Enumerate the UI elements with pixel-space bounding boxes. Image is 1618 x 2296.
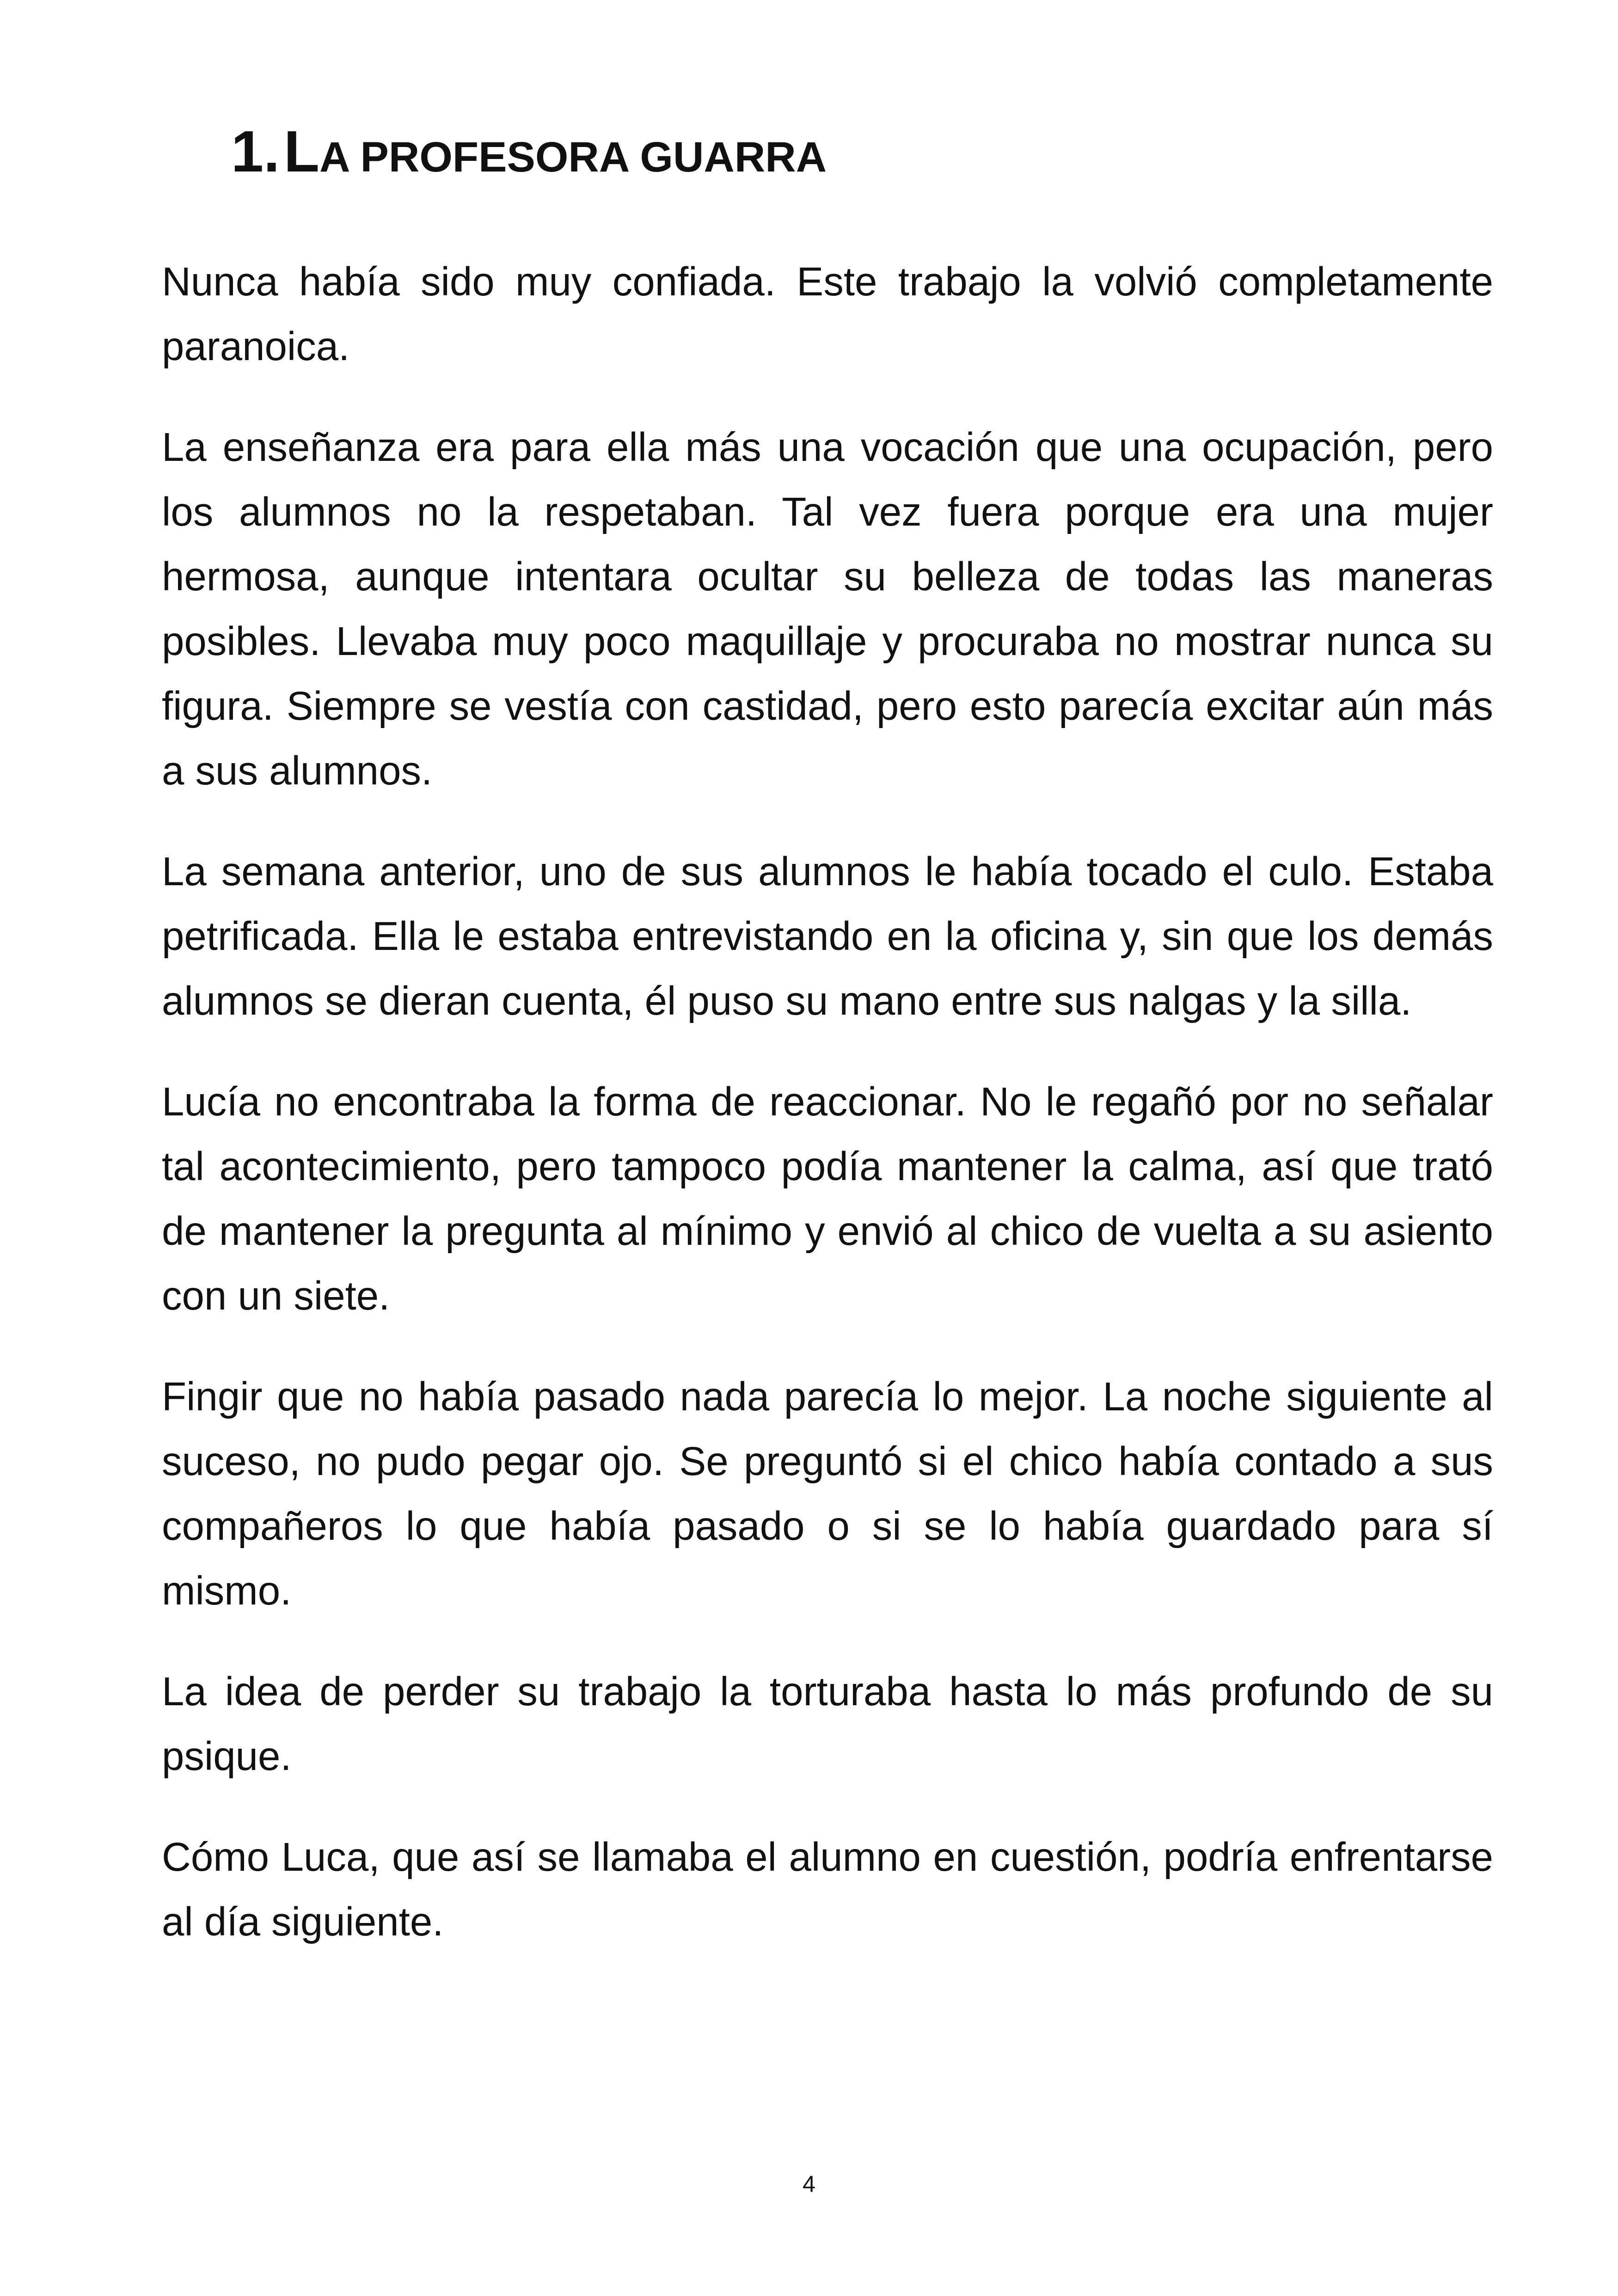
paragraph: La enseñanza era para ella más una vocación que una ocupación, pero los alumnos no la respetaban. Tal vez fuera porque era una mujer hermosa, aunque intentara ocultar su belleza de todas las maneras posibles. Llevaba muy poco maquillaje y procuraba no mostrar nunca su figura. Siempre se vestía con castidad, pero esto parecía excitar aún más a sus alumnos.: [162, 425, 1493, 793]
paragraph: La idea de perder su trabajo la torturaba hasta lo más profundo de su psique.: [162, 1669, 1493, 1779]
chapter-number: 1.: [231, 119, 280, 184]
paragraph: Lucía no encontraba la forma de reaccionar. No le regañó por no señalar tal acontecimiento, pero tampoco podía mantener la calma, así que trató de mantener la pregunta al mínimo y envió al chico de vuelta a su asiento con un siete.: [162, 1079, 1493, 1318]
paragraph: La semana anterior, uno de sus alumnos le había tocado el culo. Estaba petrificada. Ella le estaba entrevistando en la oficina y, sin que los demás alumnos se dieran cuenta, él puso su mano entre sus nalgas y la silla.: [162, 849, 1493, 1023]
page-number: 4: [803, 2171, 815, 2197]
paragraph: Nunca había sido muy confiada. Este trabajo la volvió completamente paranoica.: [162, 259, 1493, 369]
chapter-heading: [231, 119, 827, 184]
body-text: [162, 250, 1493, 1990]
paragraph: Cómo Luca, que así se llamaba el alumno en cuestión, podría enfrentarse al día siguiente.: [162, 1835, 1493, 1944]
paragraph: Fingir que no había pasado nada parecía lo mejor. La noche siguiente al suceso, no pudo pegar ojo. Se preguntó si el chico había contado a sus compañeros lo que había pasado o si se lo había guardado para sí mismo.: [162, 1374, 1493, 1613]
chapter-title-initial: L: [283, 119, 319, 184]
chapter-title-rest: A PROFESORA GUARRA: [319, 134, 827, 181]
